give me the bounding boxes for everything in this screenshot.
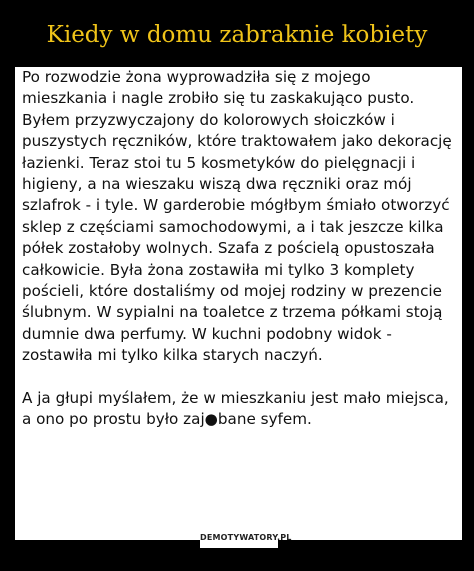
meme-title: Kiedy w domu zabraknie kobiety — [46, 22, 428, 48]
punchline-paragraph: A ja głupi myślałem, że w mieszkaniu jest mało miejsca, a ono po prostu było zaj●bane syfem. — [22, 389, 449, 429]
story-paragraph: Po rozwodzie żona wyprowadziła się z mojego mieszkania i nagle zrobiło się tu zaskakująco pusto. Byłem przyzwyczajony do kolorowych słoiczków i puszystych ręczników, które traktowałem jako dekorację łazienki. Teraz stoi tu 5 kosmetyków do pielęgnacji i higieny, a na wieszaku wiszą dwa ręczniki oraz mój szlafrok - i tyle. W garderobie mógłbym śmiało otworzyć sklep z częściami samochodowymi, a i tak jeszcze kilka półek zostałoby wolnych. Szafa z pościelą opustoszała całkowicie. Była żona zostawiła mi tylko 3 komplety pościeli, które dostaliśmy od mojej rodziny w prezencie ślubnym. W sypialni na toaletce z trzema półkami stoją dumnie dwa perfumy. W kuchni podobny widok - zostawiła mi tylko kilka starych naczyń. — [22, 68, 452, 365]
site-watermark: DEMOTYWATORY.PL — [200, 528, 278, 548]
meme-text-card — [15, 67, 462, 540]
meme-body-text — [22, 67, 460, 431]
